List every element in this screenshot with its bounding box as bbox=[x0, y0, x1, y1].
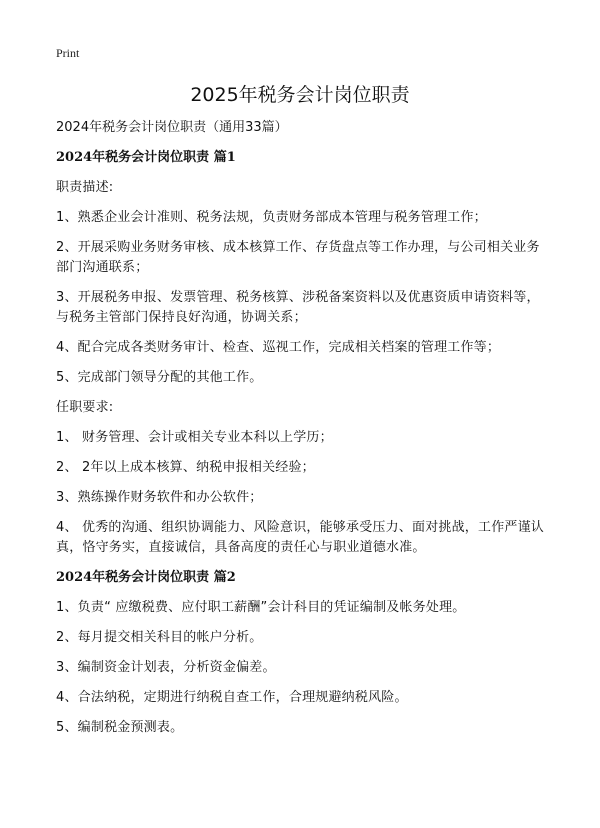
duty-item: 4、配合完成各类财务审计、检查、巡视工作，完成相关档案的管理工作等； bbox=[56, 340, 501, 355]
requirements-label: 任职要求: bbox=[56, 400, 114, 415]
section-1-heading: 2024年税务会计岗位职责 篇1 bbox=[56, 150, 236, 165]
duty-item: 1、负责“ 应缴税费、应付职工薪酬”会计科目的凭证编制及帐务处理。 bbox=[56, 600, 466, 615]
document-subtitle: 2024年税务会计岗位职责（通用33篇） bbox=[56, 120, 288, 135]
duty-item: 1、熟悉企业会计准则、税务法规，负责财务部成本管理与税务管理工作； bbox=[56, 210, 487, 225]
duties-label: 职责描述: bbox=[56, 180, 114, 195]
duty-item: 4、合法纳税，定期进行纳税自查工作，合理规避纳税风险。 bbox=[56, 690, 408, 705]
duty-item: 5、完成部门领导分配的其他工作。 bbox=[56, 370, 263, 385]
duty-item: 5、编制税金预测表。 bbox=[56, 720, 184, 735]
duty-item: 3、开展税务申报、发票管理、税务核算、涉税备案资料以及优惠资质申请资料等，与税务主管部门保持良好沟通，协调关系； bbox=[56, 290, 540, 325]
requirement-item: 1、 财务管理、会计或相关专业本科以上学历； bbox=[56, 430, 333, 445]
requirement-item: 3、熟练操作财务软件和办公软件； bbox=[56, 490, 263, 505]
duty-item: 3、编制资金计划表，分析资金偏差。 bbox=[56, 660, 276, 675]
section-2-heading: 2024年税务会计岗位职责 篇2 bbox=[56, 570, 236, 585]
print-label: Print bbox=[56, 46, 80, 60]
duty-item: 2、开展采购业务财务审核、成本核算工作、存货盘点等工作办理，与公司相关业务部门沟通联系； bbox=[56, 240, 540, 275]
duty-item: 2、每月提交相关科目的帐户分析。 bbox=[56, 630, 263, 645]
document-body bbox=[56, 118, 550, 748]
requirement-item: 4、 优秀的沟通、组织协调能力、风险意识，能够承受压力、面对挑战，工作严谨认真，恪守务实，直接诚信，具备高度的责任心与职业道德水准。 bbox=[56, 520, 545, 555]
requirement-item: 2、 2年以上成本核算、纳税申报相关经验； bbox=[56, 460, 315, 475]
page-title: 2025年税务会计岗位职责 bbox=[190, 84, 410, 106]
